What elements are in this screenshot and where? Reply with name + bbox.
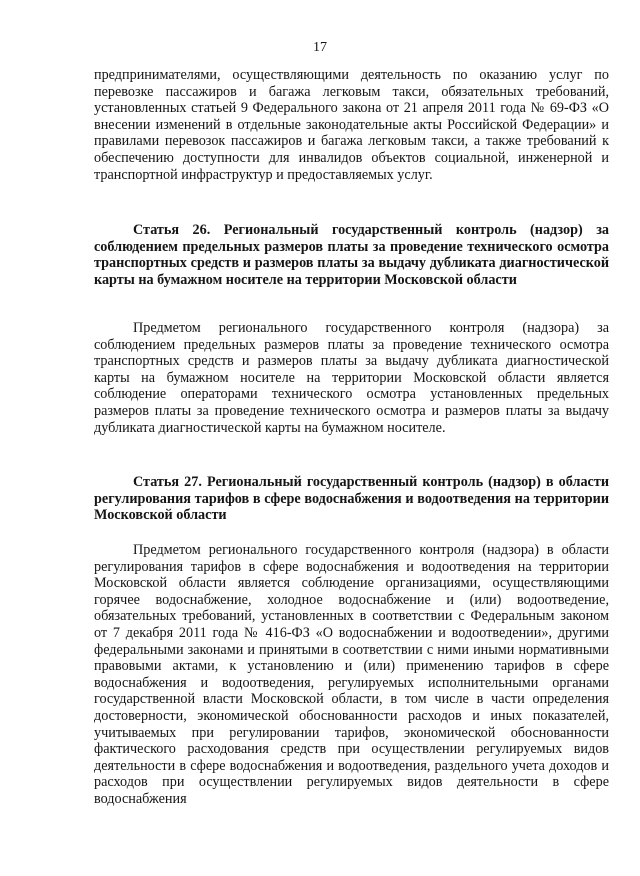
article-26-paragraph: Предметом регионального государственного контроля (надзора) за соблюдением предельных размеров платы за проведение технического осмотра транспортных средств и размеров платы за выдачу дубликата диагностической карты на бумажном носителе на территории Московской области является соблюдение операторами технического осмотра установленных предельных размеров платы за проведение технического осмотра и размеров платы за выдачу дубликата диагностической карты на бумажном носителе. <box>94 320 609 436</box>
article-27-heading: Статья 27. Региональный государственный контроль (надзор) в области регулирования тарифов в сфере водоснабжения и водоотведения на территории Московской области <box>94 474 609 524</box>
page-number: 17 <box>313 40 327 55</box>
article-27-paragraph: Предметом регионального государственного контроля (надзора) в области регулирования тарифов в сфере водоснабжения и водоотведения на территории Московской области является соблюдение организациями, осуществляющими горячее водоснабжение, холодное водоснабжение и (или) водоотведение, обязательных требований, установленных в соответствии с Федеральным законом от 7 декабря 2011 года № 416-ФЗ «О водоснабжении и водоотведении», другими федеральными законами и принятыми в соответствии с ними иными нормативными правовыми актами, к установлению и (или) применению тарифов в сфере водоснабжения и водоотведения, регулируемых исполнительными органами государственной власти Московской области, в том числе в части определения достоверности, экономической обоснованности расходов и иных показателей, учитываемых при регулировании тарифов, экономической обоснованности фактического расходования средств при осуществлении регулируемых видов деятельности в сфере водоснабжения и водоотведения, раздельного учета доходов и расходов при осуществлении регулируемых видов деятельности в сфере водоснабжения <box>94 542 609 807</box>
article-26-heading: Статья 26. Региональный государственный контроль (надзор) за соблюдением предельных размеров платы за проведение технического осмотра транспортных средств и размеров платы за выдачу дубликата диагностической карты на бумажном носителе на территории Московской области <box>94 222 609 288</box>
intro-paragraph: предпринимателями, осуществляющими деятельность по оказанию услуг по перевозке пассажиров и багажа легковым такси, обязательных требований, установленных статьей 9 Федерального закона от 21 апреля 2011 года № 69-ФЗ «О внесении изменений в отдельные законодательные акты Российской Федерации» и правилами перевозок пассажиров и багажа легковым такси, а также требований к обеспечению доступности для инвалидов объектов социальной, инженерной и транспортной инфраструктур и предоставляемых услуг. <box>94 67 609 183</box>
